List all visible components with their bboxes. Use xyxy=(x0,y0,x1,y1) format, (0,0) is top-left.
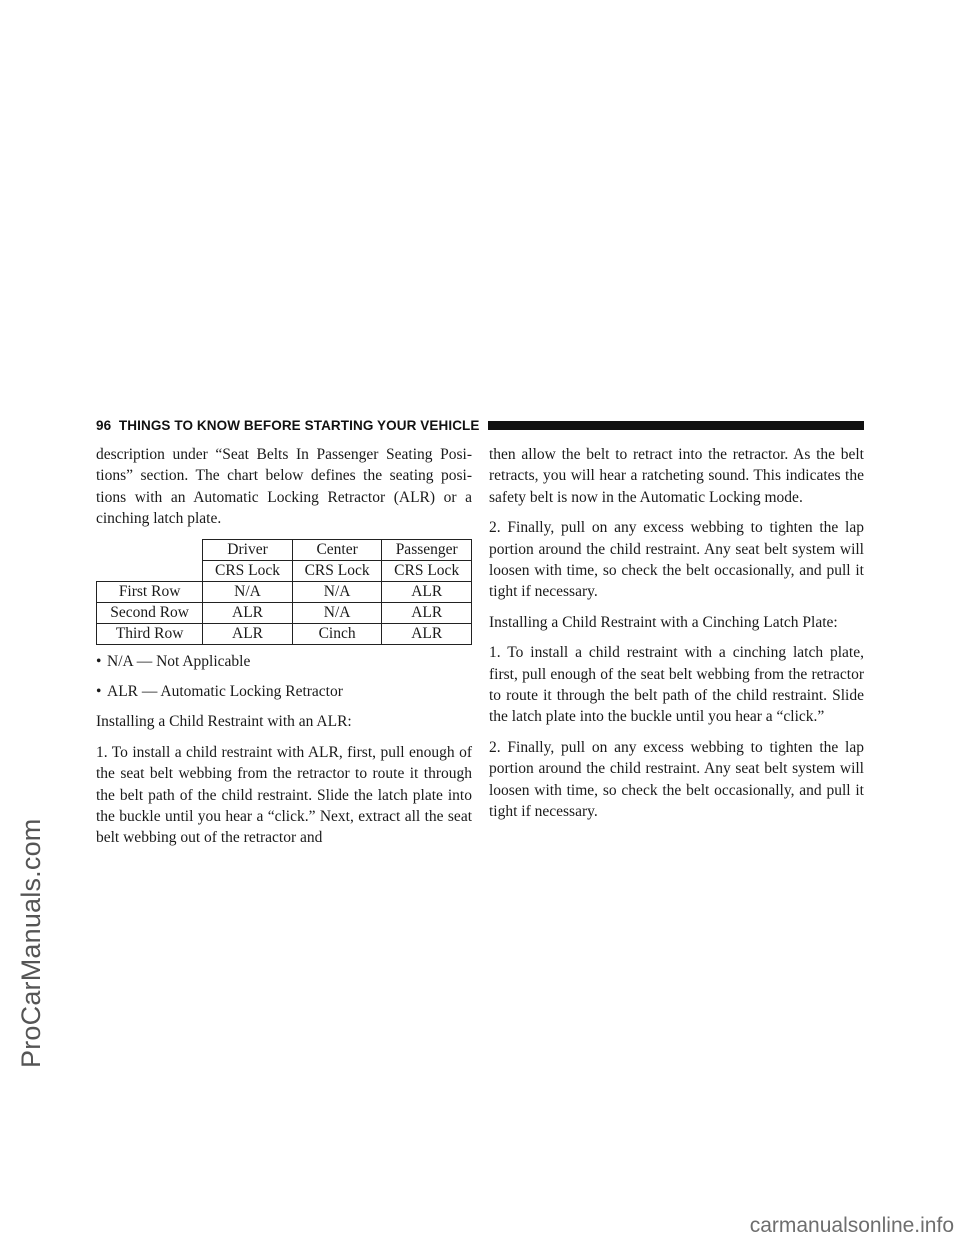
cinch-heading: Installing a Child Restraint with a Cinching Latch Plate: xyxy=(489,613,838,631)
cinch-step-2: 2. Finally, pull on any excess webbing to tighten the lap portion around the child restraint. Any seat belt system will loosen with time, so check the belt occasionally, and pull it tight if necessary. xyxy=(489,738,864,821)
bullet-item xyxy=(96,651,472,672)
bullet-item xyxy=(96,681,472,702)
table-row xyxy=(97,623,472,644)
bullet-text: N/A — Not Applicable xyxy=(107,652,251,670)
bullet-dot-icon: • xyxy=(96,652,102,670)
header-rule xyxy=(488,421,865,430)
table-cell: CRS Lock xyxy=(382,560,472,581)
table-cell: N/A xyxy=(203,581,293,602)
continuation-paragraph: then allow the belt to retract into the retractor. As the belt retracts, you will hear a ratcheting sound. This indicates the safety belt is now in the Automatic Locking mode. xyxy=(489,446,864,506)
table-header-cell: Center xyxy=(292,539,382,560)
table-header-cell: Driver xyxy=(203,539,293,560)
alr-heading: Installing a Child Restraint with an ALR: xyxy=(96,713,352,731)
header-text xyxy=(96,418,488,433)
table-cell xyxy=(97,560,203,581)
table-cell: N/A xyxy=(292,602,382,623)
page-number: 96 xyxy=(96,417,112,433)
intro-paragraph: description under “Seat Belts In Passenger Seating Posi-tions” section. The chart below defines the seating posi-tions with an Automatic Locking Retractor (ALR) or a cinching latch plate. xyxy=(96,446,472,528)
side-watermark: ProCarManuals.com xyxy=(16,818,46,1068)
alr-step-1: 1. To install a child restraint with ALR, first, pull enough of the seat belt webbing from the retractor to route it through the belt path of the child restraint. Slide the latch plate into the buckle until you hear a “click.” Next, extract all the seat belt webbing out of the retractor and xyxy=(96,743,472,847)
page-header xyxy=(96,415,864,435)
right-column xyxy=(489,444,864,832)
table-row-label: Third Row xyxy=(97,623,203,644)
section-title: THINGS TO KNOW BEFORE STARTING YOUR VEHICLE xyxy=(118,417,480,433)
table-cell: CRS Lock xyxy=(292,560,382,581)
table-header-cell: Passenger xyxy=(382,539,472,560)
table-cell: N/A xyxy=(292,581,382,602)
table-cell: ALR xyxy=(382,581,472,602)
table-cell xyxy=(97,539,203,560)
table-row xyxy=(97,581,472,602)
table-row-label: Second Row xyxy=(97,602,203,623)
cinch-step-1: 1. To install a child restraint with a cinching latch plate, first, pull enough of the seat belt webbing from the retractor to route it through the belt path of the child restraint. Slide the latch plate into the buckle until you hear a “click.” xyxy=(489,644,864,726)
table-cell: ALR xyxy=(203,623,293,644)
table-row-label: First Row xyxy=(97,581,203,602)
seating-chart-table xyxy=(96,539,472,645)
footer-watermark: carmanualsonline.info xyxy=(749,1214,954,1237)
table-cell: ALR xyxy=(203,602,293,623)
alr-step-2: 2. Finally, pull on any excess webbing to tighten the lap portion around the child restraint. Any seat belt system will loosen with time, so check the belt occasionally, and pull it tight if necessary. xyxy=(489,519,864,601)
bullet-text: ALR — Automatic Locking Retractor xyxy=(107,683,343,701)
bullet-dot-icon: • xyxy=(96,683,102,701)
table-cell: ALR xyxy=(382,602,472,623)
left-column xyxy=(96,444,472,858)
table-row xyxy=(97,602,472,623)
table-header-row xyxy=(97,539,472,560)
table-sub-row xyxy=(97,560,472,581)
table-cell: CRS Lock xyxy=(203,560,293,581)
table-cell: ALR xyxy=(382,623,472,644)
table-cell: Cinch xyxy=(292,623,382,644)
